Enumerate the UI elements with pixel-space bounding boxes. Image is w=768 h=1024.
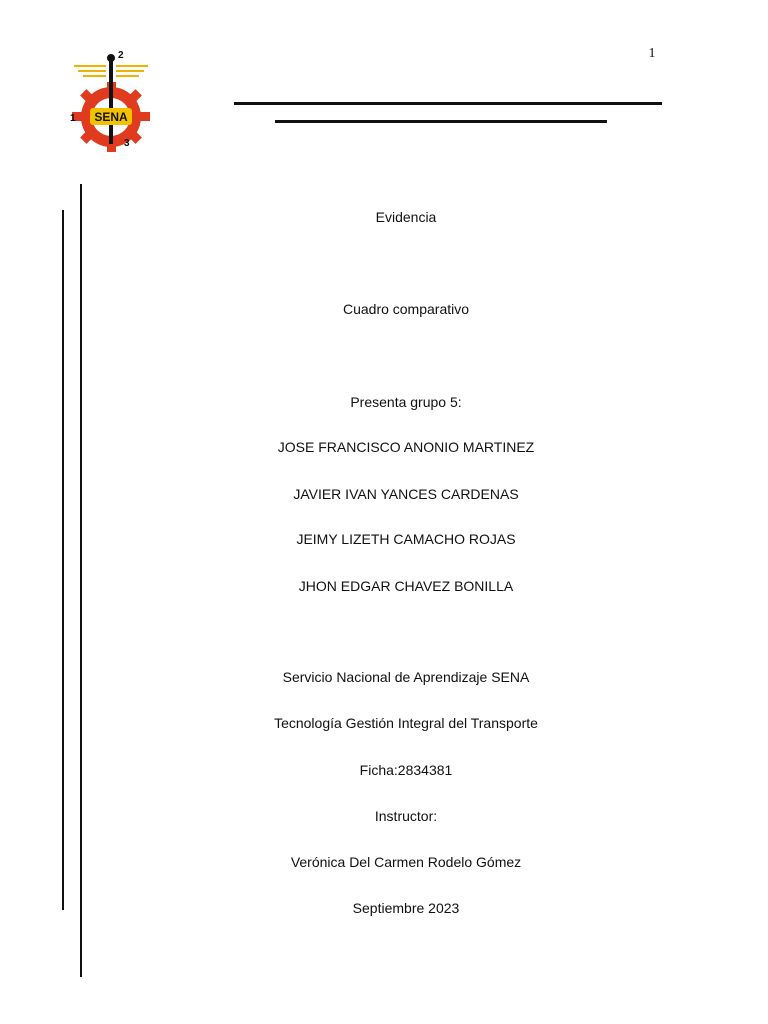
page-number: 1 (648, 46, 656, 61)
spanner-head-icon (107, 54, 115, 62)
marker-3: 3 (124, 138, 130, 149)
instructor-label: Instructor: (374, 808, 438, 824)
instructor-name: Verónica Del Carmen Rodelo Gómez (290, 854, 522, 870)
member-name: JEIMY LIZETH CAMACHO ROJAS (296, 531, 516, 547)
margin-line-left (62, 210, 64, 910)
program-name: Tecnología Gestión Integral del Transporte (274, 715, 538, 731)
document-title: Evidencia (375, 209, 437, 225)
institution-name: Servicio Nacional de Aprendizaje SENA (282, 669, 530, 685)
sena-badge-text: SENA (94, 110, 128, 124)
margin-line-right (80, 184, 82, 977)
marker-2: 2 (118, 50, 124, 61)
marker-1: 1 (70, 113, 76, 124)
ficha-number: Ficha:2834381 (359, 762, 453, 778)
header-rule-bottom (275, 120, 607, 123)
member-name: JHON EDGAR CHAVEZ BONILLA (298, 578, 514, 594)
document-date: Septiembre 2023 (352, 900, 460, 916)
member-name: JAVIER IVAN YANCES CARDENAS (293, 486, 519, 502)
header-rule-top (234, 102, 662, 105)
presenter-label: Presenta grupo 5: (350, 394, 462, 410)
member-name: JOSE FRANCISCO ANONIO MARTINEZ (277, 439, 535, 455)
document-subtitle: Cuadro comparativo (342, 301, 470, 317)
sena-logo (68, 46, 154, 152)
